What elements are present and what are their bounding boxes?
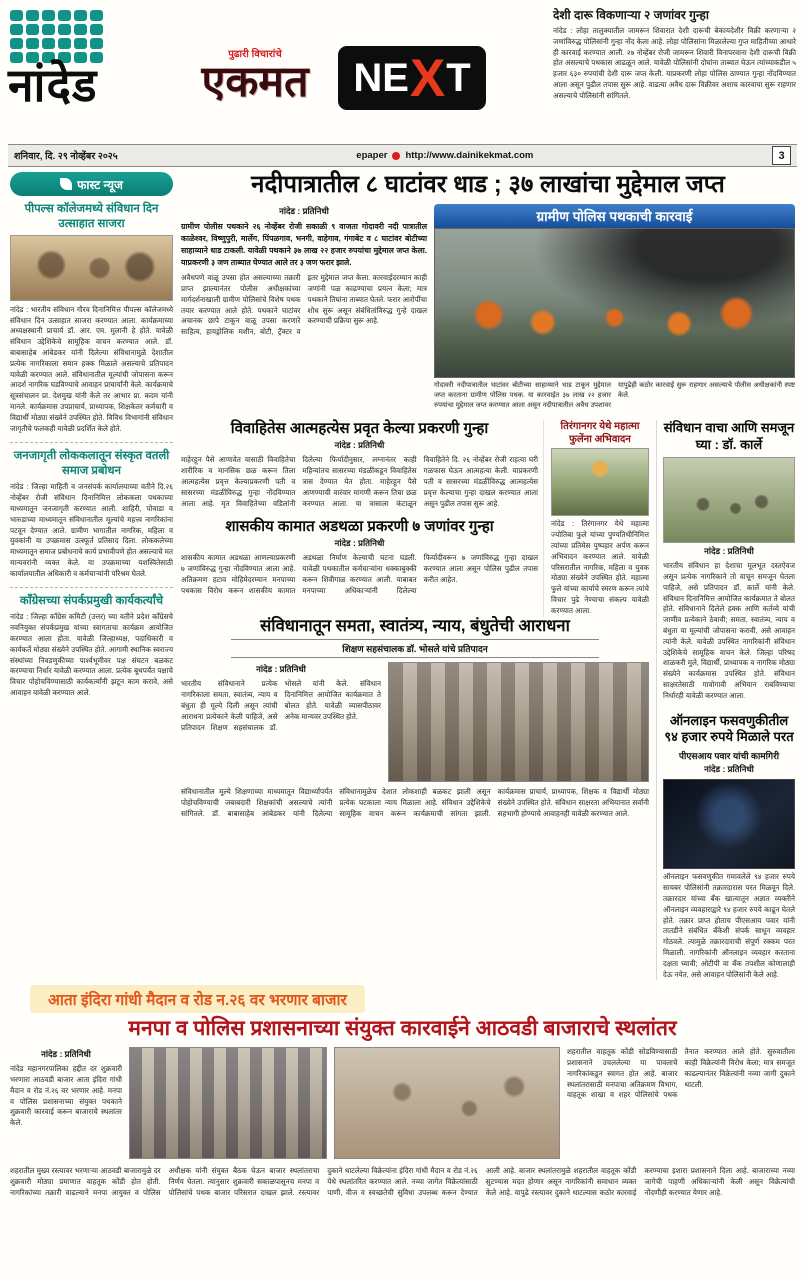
article-shaskiya-body: शासकीय कामात अडथळा आणल्याप्रकरणी ७ जणांविरुद्ध गुन्हा नोंदविण्यात आला आहे. अतिक्रमण हटाव मोहिमेदरम्यान मनपाच्या पथकास विरोध करून शासकीय कामात अडथळा निर्माण केल्याची घटना घडली. यावेळी पथकातील कर्मचाऱ्यांना धक्काबुक्की करून शिवीगाळ करण्यात आली. याबाबत मनपाच्या अधिकाऱ्यांनी दिलेल्या फिर्यादीवरून ७ जणांविरुद्ध गुन्हा दाखल करण्यात आला असून पोलिस पुढील तपास करीत आहेत. xyxy=(181,553,538,595)
next-letter-t: T xyxy=(446,56,471,100)
market-aerial-photo xyxy=(334,1047,560,1159)
article-samata-body1: भारतीय संविधानाने प्रत्येक नागरिकाला समता, स्वातंत्र्य, न्याय व बंधुता ही मूल्ये दिली असून त्यांची आराधना प्रत्येकाने केली पाहिजे, असे प्रतिपादन शिक्षण सहसंचालक डॉ. भोसले यांनी केले. संविधान दिनानिमित्त आयोजित कार्यक्रमात ते बोलत होते. यावेळी व्यासपीठावर अनेक मान्यवर उपस्थित होते. xyxy=(181,679,381,732)
article-tiranga xyxy=(551,420,649,616)
article-online-subtitle: पीएसआय पवार यांची कामगिरी xyxy=(678,751,780,762)
bazaar-right-column: शहरातील वाहतूक कोंडी सोडविण्यासाठी प्रशासनाने उचललेल्या या पावलाचे नागरिकांकडून स्वागत होत आहे. बाजार स्थलांतरासाठी मनपाचा अतिक्रमण विभाग, वाहतूक शाखा व शहर पोलिसांचे पथक तैनात करण्यात आले होते. सुरुवातीला काही विक्रेत्यांनी विरोध केला; मात्र समजूत काढल्यानंतर विक्रेत्यांनी नव्या जागी दुकाने थाटली. xyxy=(567,1047,795,1100)
article-shaskiya-headline: शासकीय कामात अडथळा प्रकरणी ७ जणांवर गुन्हा xyxy=(225,518,494,536)
lead-headline: नदीपात्रातील ८ घाटांवर धाड ; ३७ लाखांचा मुद्देमाल जप्त xyxy=(251,171,725,198)
bottom-section xyxy=(10,985,795,1199)
main-content xyxy=(181,172,795,980)
article-shaskiya-byline: नांदेड : प्रतिनिधी xyxy=(334,538,385,549)
article-tiranga-headline: तिरंगानगर येथे महात्मा फुलेंना अभिवादन xyxy=(560,421,640,446)
next-logo xyxy=(338,46,486,110)
epaper-label: epaper xyxy=(356,150,388,161)
bazaar-bottom-text: शहरातील मुख्य रस्त्यावर भरणाऱ्या आठवडी बाजारामुळे दर शुक्रवारी मोठ्या प्रमाणात वाहतूक कोंडी होत होती. नागरिकांच्या तक्रारी वाढल्याने मनपा आयुक्त व पोलिस अधीक्षक यांनी संयुक्त बैठक घेऊन बाजार स्थलांतराचा निर्णय घेतला. त्यानुसार शुक्रवारी सकाळपासूनच मनपा व पोलिसांचे पथक बाजार परिसरात दाखल झाले. रस्त्यावर दुकाने थाटलेल्या विक्रेत्यांना इंदिरा गांधी मैदान व रोड नं.२६ येथे स्थलांतरित करण्यात आले. नव्या जागेत विक्रेत्यांसाठी पाणी, वीज व स्वच्छतेची सुविधा उपलब्ध करून देण्यात आली आहे. बाजार स्थलांतरामुळे शहरातील वाहतूक कोंडी सुटण्यास मदत होणार असून नागरिकांनी समाधान व्यक्त केले आहे. यापुढे रस्त्यावर दुकाने थाटल्यास कठोर कारवाई करण्याचा इशारा प्रशासनाने दिला आहे. बाजाराच्या नव्या जागेची पाहणी अधिकाऱ्यांनी केली असून विक्रेत्यांची नोंदणीही करण्यात येणार आहे. xyxy=(10,1166,795,1197)
article-online-byline: नांदेड : प्रतिनिधी xyxy=(704,764,754,775)
officials-group-photo xyxy=(129,1047,327,1159)
brand-name: एकमत xyxy=(201,58,309,106)
fast-news-sidebar xyxy=(10,172,173,707)
online-fraud-photo xyxy=(663,779,795,869)
sidebar-article-1-headline: पीपल्स कॉलेजमध्ये संविधान दिन उत्साहात साजरा xyxy=(24,203,159,230)
article-vivahita-headline: विवाहितेस आत्महत्येस प्रवृत केल्या प्रकरणी गुन्हा xyxy=(230,420,489,438)
article-samata-body2: संविधानातील मूल्ये शिक्षणाच्या माध्यमातून विद्यार्थ्यांपर्यंत पोहोचविण्याची जबाबदारी शिक्षकांची असल्याचे त्यांनी सांगितले. डॉ. बाबासाहेब आंबेडकर यांनी दिलेल्या संविधानामुळेच देशात लोकशाही बळकट झाली असून प्रत्येक घटकाला न्याय मिळाला आहे. संविधान उद्देशिकेचे सामूहिक वाचन करून कार्यक्रमाची सांगता झाली. कार्यक्रमास प्राचार्य, प्राध्यापक, शिक्षक व विद्यार्थी मोठ्या संख्येने उपस्थित होते. संविधान साक्षरता अभियानात सर्वांनी सहभागी होण्याचे आवाहनही यावेळी करण्यात आले. xyxy=(181,787,649,818)
sidebar-article-1-photo xyxy=(10,235,173,301)
article-vacha xyxy=(663,420,795,701)
article-online-headline: ऑनलाइन फसवणुकीतील ९४ हजार रुपये मिळाले परत xyxy=(664,712,794,745)
next-letter-x: X xyxy=(409,48,446,108)
article-samata-headline: संविधानातून समता, स्वातंत्र्य, न्याय, बंधुतेची आराधना xyxy=(260,616,570,635)
masthead-brand xyxy=(180,46,330,105)
samata-photo xyxy=(388,662,649,782)
page-number: 3 xyxy=(772,146,791,165)
leaf-icon xyxy=(60,178,72,190)
article-vacha-byline: नांदेड : प्रतिनिधी xyxy=(704,546,754,557)
top-right-article xyxy=(553,8,796,102)
article-tiranga-body: नांदेड : तिरंगानगर येथे महात्मा ज्योतिबा फुले यांच्या पुण्यतिथीनिमित्त त्यांच्या प्रतिमेस पुष्पहार अर्पण करून अभिवादन करण्यात आले. यावेळी परिसरातील नागरिक, महिला व युवक मोठ्या संख्येने उपस्थित होते. महात्मा फुले यांच्या कार्याचे स्मरण करून त्यांचे विचार पुढे नेण्याचा संकल्प यावेळी करण्यात आला. xyxy=(551,519,649,615)
sidebar-article-2-body: नांदेड : जिल्हा माहिती व जनसंपर्क कार्यालयाच्या वतीने दि.२६ नोव्हेंबर रोजी संविधान दिनानिमित्त लोककला पथकाच्या माध्यमातून जनजागृती करण्यात आली. शाहिरी, पोवाडा व भारुडाच्या माध्यमातून संविधानातील मूल्यांचे महत्त्व नागरिकांना पटवून देण्यात आले. ग्रामीण भागातील नागरिक, महिला व युवकांनी या उपक्रमास उत्स्फूर्त प्रतिसाद दिला. लोककलेच्या माध्यमातून समाज प्रबोधनाचे कार्य प्रभावीपणे होत असल्याचे मत मान्यवरांनी व्यक्त केले. या उपक्रमाच्या यशस्वितेसाठी कार्यालयातील अधिकारी व कर्मचाऱ्यांनी परिश्रम घेतले. xyxy=(10,482,173,578)
bazaar-byline: नांदेड : प्रतिनिधी xyxy=(41,1049,91,1060)
lead-body: अवैधपणे वाळू उपसा होत असल्याच्या तक्रारी प्राप्त झाल्यानंतर पोलीस अधीक्षकांच्या मार्गदर्शनाखाली ग्रामीण पोलिसांचे विशेष पथक तयार करण्यात आले होते. पथकाने घाटांवर अचानक छापे टाकून वाळू उपसा करणारे साहित्य, हायड्रोलिक मशीन, बोटी, ट्रॅक्टर व इतर मुद्देमाल जप्त केला. कारवाईदरम्यान काही जणांनी पळ काढण्याचा प्रयत्न केला; मात्र पथकाने तिघांना ताब्यात घेतले. फरार आरोपींचा शोध सुरू असून संबंधितांविरुद्ध गुन्हे दाखल करण्याची प्रक्रिया सुरू आहे. xyxy=(181,273,427,337)
bazaar-headline: मनपा व पोलिस प्रशासनाच्या संयुक्त कारवाईने आठवडी बाजाराचे स्थलांतर xyxy=(128,1017,677,1040)
article-vivahita-byline: नांदेड : प्रतिनिधी xyxy=(334,440,385,451)
lead-byline: नांदेड : प्रतिनिधी xyxy=(279,205,329,216)
epaper-url[interactable]: http://www.dainikekmat.com xyxy=(405,150,534,161)
article-vacha-body: भारतीय संविधान हा देशाचा मूलभूत दस्तऐवज असून प्रत्येक नागरिकाने तो वाचून समजून घेतला पाहिजे, असे प्रतिपादन डॉ. कार्ले यांनी केले. संविधान दिनानिमित्त आयोजित कार्यक्रमात ते बोलत होते. संविधानाने दिलेले हक्क आणि कर्तव्ये यांची जाणीव प्रत्येकाने ठेवावी; समता, स्वातंत्र्य, न्याय व बंधुता या मूल्यांची जोपासना करावी, असे आवाहन त्यांनी केले. यावेळी उपस्थित नागरिकांनी संविधान उद्देशिकेचे सामूहिक वाचन केले. जिल्हा परिषद शाळकरी मुले, विद्यार्थी, प्राध्यापक व नागरिक मोठ्या संख्येने कार्यक्रमास उपस्थित होते. संविधान साक्षरतेसाठी गावोगावी अभियान राबविण्याचा निर्धारही यावेळी करण्यात आला. xyxy=(663,561,795,700)
article-samata-subtitle: शिक्षण सहसंचालक डॉ. भोसले यांचे प्रतिपादन xyxy=(231,639,599,658)
fast-news-title: फास्ट न्यूज xyxy=(77,177,123,192)
date-bar xyxy=(8,144,797,167)
article-vivahita xyxy=(181,420,538,509)
article-vivahita-body: माहेरहून पैसे आणावेत यासाठी विवाहितेचा शारीरिक व मानसिक छळ करून तिला आत्महत्येस प्रवृत्त केल्याप्रकरणी पती व सासरच्या मंडळींविरुद्ध गुन्हा नोंदविण्यात आला आहे. मृत विवाहितेच्या वडिलांनी दिलेल्या फिर्यादीनुसार, लग्नानंतर काही महिन्यांतच सासरच्या मंडळींकडून विवाहितेस त्रास देण्यात येत होता. माहेरहून पैसे आणण्याची वारंवार मागणी करून तिचा छळ करण्यात आला. या त्रासाला कंटाळून विवाहितेने दि. २६ नोव्हेंबर रोजी राहत्या घरी गळफास घेऊन आत्महत्या केली. याप्रकरणी पती व सासरच्या मंडळींविरुद्ध आत्महत्येस प्रवृत्त केल्याचा गुन्हा दाखल करण्यात आला असून पुढील तपास सुरू आहे. xyxy=(181,455,538,508)
date-text: शनिवार, दि. २९ नोव्हेंबर २०२५ xyxy=(14,151,118,162)
bazaar-banner: आता इंदिरा गांधी मैदान व रोड न.२६ वर भरणार बाजार xyxy=(30,985,365,1013)
fast-news-header xyxy=(10,172,173,196)
vacha-crowd-photo xyxy=(663,457,795,543)
epaper-icon xyxy=(392,152,400,160)
bazaar-left-column: नांदेड महानगरपालिका हद्दीत दर शुक्रवारी भरणारा आठवडी बाजार आता इंदिरा गांधी मैदान व रोड नं.२६ वर भरणार आहे. मनपा व पोलिस प्रशासनाच्या संयुक्त पथकाने शुक्रवारी कारवाई करून बाजाराचे स्थलांतर केले. xyxy=(10,1064,122,1128)
sidebar-article-2 xyxy=(10,443,173,588)
masthead-city: नांदेड xyxy=(8,59,98,111)
next-letter-n: N xyxy=(353,56,383,100)
sidebar-article-1-body: नांदेड : भारतीय संविधान गौरव दिनानिमित्त पीपल्स कॉलेजमध्ये संविधान दिन उत्साहात साजरा करण्यात आला. कार्यक्रमाच्या अध्यक्षस्थानी प्राचार्य डॉ. आर. एम. मुलानी हे होते. यावेळी संविधान उद्देशिकेचे सामूहिक वाचन करण्यात आले. डॉ. बाबासाहेब आंबेडकर यांनी दिलेल्या संविधानामुळे देशातील प्रत्येक नागरिकाला समान हक्क मिळाले असल्याचे प्रतिपादन यावेळी करण्यात आले. संविधानातील मूल्यांची जोपासना करून आदर्श नागरिक घडविण्याचे आवाहन प्राचार्यांनी केले. कार्यक्रमाचे सूत्रसंचालन प्रा. देशमुख यांनी केले तर आभार प्रा. कदम यांनी मानले. कार्यक्रमास उपप्राचार्य, प्राध्यापक, शिक्षकेतर कर्मचारी व विद्यार्थी मोठ्या संख्येने उपस्थित होते. विविध विभागांनी संविधान जागृतीचे फलकही यावेळी प्रदर्शित केले होते. xyxy=(10,304,173,433)
tiranga-photo xyxy=(551,448,649,516)
top-article-body: नांदेड : लोहा तालुक्यातील जामरून शिवारात देशी दारूची बेकायदेशीर विक्री करणाऱ्या २ जणांविरुद्ध पोलिसांनी गुन्हा नोंद केला आहे. लोहा पोलिसांना मिळालेल्या गुप्त माहितीच्या आधारे ही कारवाई करण्यात आली. २७ नोव्हेंबर रोजी जामरून शिवारी विनापरवाना देशी दारूची विक्री होत असल्याचे पथकास आढळून आले. यावेळी पोलिसांनी दोघांना ताब्यात घेऊन त्यांच्याकडील ५ हजार ६३० रुपयांची देशी दारू जप्त केली. याप्रकरणी लोहा पोलिस ठाण्यात गुन्हा नोंदविण्यात आला असून पुढील तपास सुरू आहे. वाढत्या अवैध दारू विक्रीवर अशाच कारवाया सुरू राहणार असल्याचे पोलिसांनी सांगितले. xyxy=(553,26,796,100)
article-shaskiya xyxy=(181,518,538,596)
sidebar-article-3-headline: काँग्रेसच्या संपर्कप्रमुखी कार्यकर्त्यांचे xyxy=(19,595,164,608)
lead-intro: ग्रामीण पोलीस पथकाने २६ नोव्हेंबर रोजी सकाळी ९ वाजता गोदावरी नदी पात्रातील काळेश्वर, विष्णुपुरी, मार्लेग, पिंपळगाव, भनगी, वाहेगाव, गंगाबेट व ८ घाटांवर बोटीच्या साहाय्याने धाड टाकली. यावेळी पथकाने ३७ लाख २२ हजार रुपयांचा मुद्देमाल जप्त केला. याप्रकरणी ३ जण ताब्यात घेण्यात आले तर ३ जण फरार झाले. xyxy=(181,221,427,268)
masthead-grid-decoration xyxy=(10,10,103,63)
lead-photo-caption: ग्रामीण पोलिस पथकाची कारवाई xyxy=(434,204,795,228)
lead-photo xyxy=(434,228,795,378)
next-letter-e: E xyxy=(382,56,409,100)
article-online-body: ऑनलाइन फसवणुकीत गमावलेले ९४ हजार रुपये सायबर पोलिसांनी तक्रारदारास परत मिळवून दिले. तक्रारदार यांच्या बँक खात्यातून अज्ञात व्यक्तीने ऑनलाइन व्यवहाराद्वारे ९४ हजार रुपये काढून घेतले होते. तक्रार प्राप्त होताच पीएसआय पवार यांनी तातडीने संबंधित बँकेशी संपर्क साधून व्यवहार गोठवले. त्यामुळे तक्रारदाराची संपूर्ण रक्कम परत मिळाली. नागरिकांनी ऑनलाइन व्यवहार करताना दक्षता घ्यावी; ओटीपी वा बँक तपशील कोणालाही देऊ नयेत, असे आवाहन पोलिसांनी केले आहे. xyxy=(663,872,795,979)
lead-photo-note: गोदावरी नदीपात्रातील घाटांवर बोटीच्या साहाय्याने धाड टाकून मुद्देमाल जप्त करताना ग्रामीण पोलिस पथक. या कारवाईत ३७ लाख २२ हजार रुपयांचा मुद्देमाल जप्त करण्यात आला असून नदीपात्रातील अवैध उपशावर यापुढेही कठोर कारवाई सुरू राहणार असल्याचे पोलीस अधीक्षकांनी स्पष्ट केले. xyxy=(434,381,795,410)
sidebar-article-2-headline: जनजागृती लोककलातून संस्कृत वतली समाज प्रबोधन xyxy=(13,450,170,478)
article-vacha-headline: संविधान वाचा आणि समजून घ्या : डॉ. कार्ले xyxy=(663,420,795,453)
sidebar-article-3-body: नांदेड : जिल्हा काँग्रेस कमिटी (उत्तर) च्या वतीने प्रदेश काँग्रेसचे नवनियुक्त संपर्कप्रमुख यांच्या स्वागताचा कार्यक्रम आयोजित करण्यात आला होता. यावेळी जिल्हाध्यक्ष, पदाधिकारी व कार्यकर्ते मोठ्या संख्येने उपस्थित होते. आगामी स्थानिक स्वराज्य संस्थांच्या निवडणुकीच्या पार्श्वभूमीवर पक्ष संघटन बळकट करण्याचा निर्धार यावेळी करण्यात आला. प्रत्येक बूथपर्यंत पक्षाचे विचार पोहोचविण्यासाठी कार्यकर्त्यांनी झटून काम करावे, असे आवाहन यावेळी करण्यात आले. xyxy=(10,612,173,697)
article-online xyxy=(663,713,795,981)
lead-article xyxy=(181,204,795,412)
top-article-headline: देशी दारू विकणाऱ्या २ जणांवर गुन्हा xyxy=(553,8,710,22)
brand-tagline: पुढारी विचारांचे xyxy=(228,49,282,60)
article-samata xyxy=(181,617,649,820)
sidebar-article-1 xyxy=(10,196,173,443)
sidebar-article-3 xyxy=(10,588,173,706)
article-samata-byline: नांदेड : प्रतिनिधी xyxy=(256,664,306,675)
